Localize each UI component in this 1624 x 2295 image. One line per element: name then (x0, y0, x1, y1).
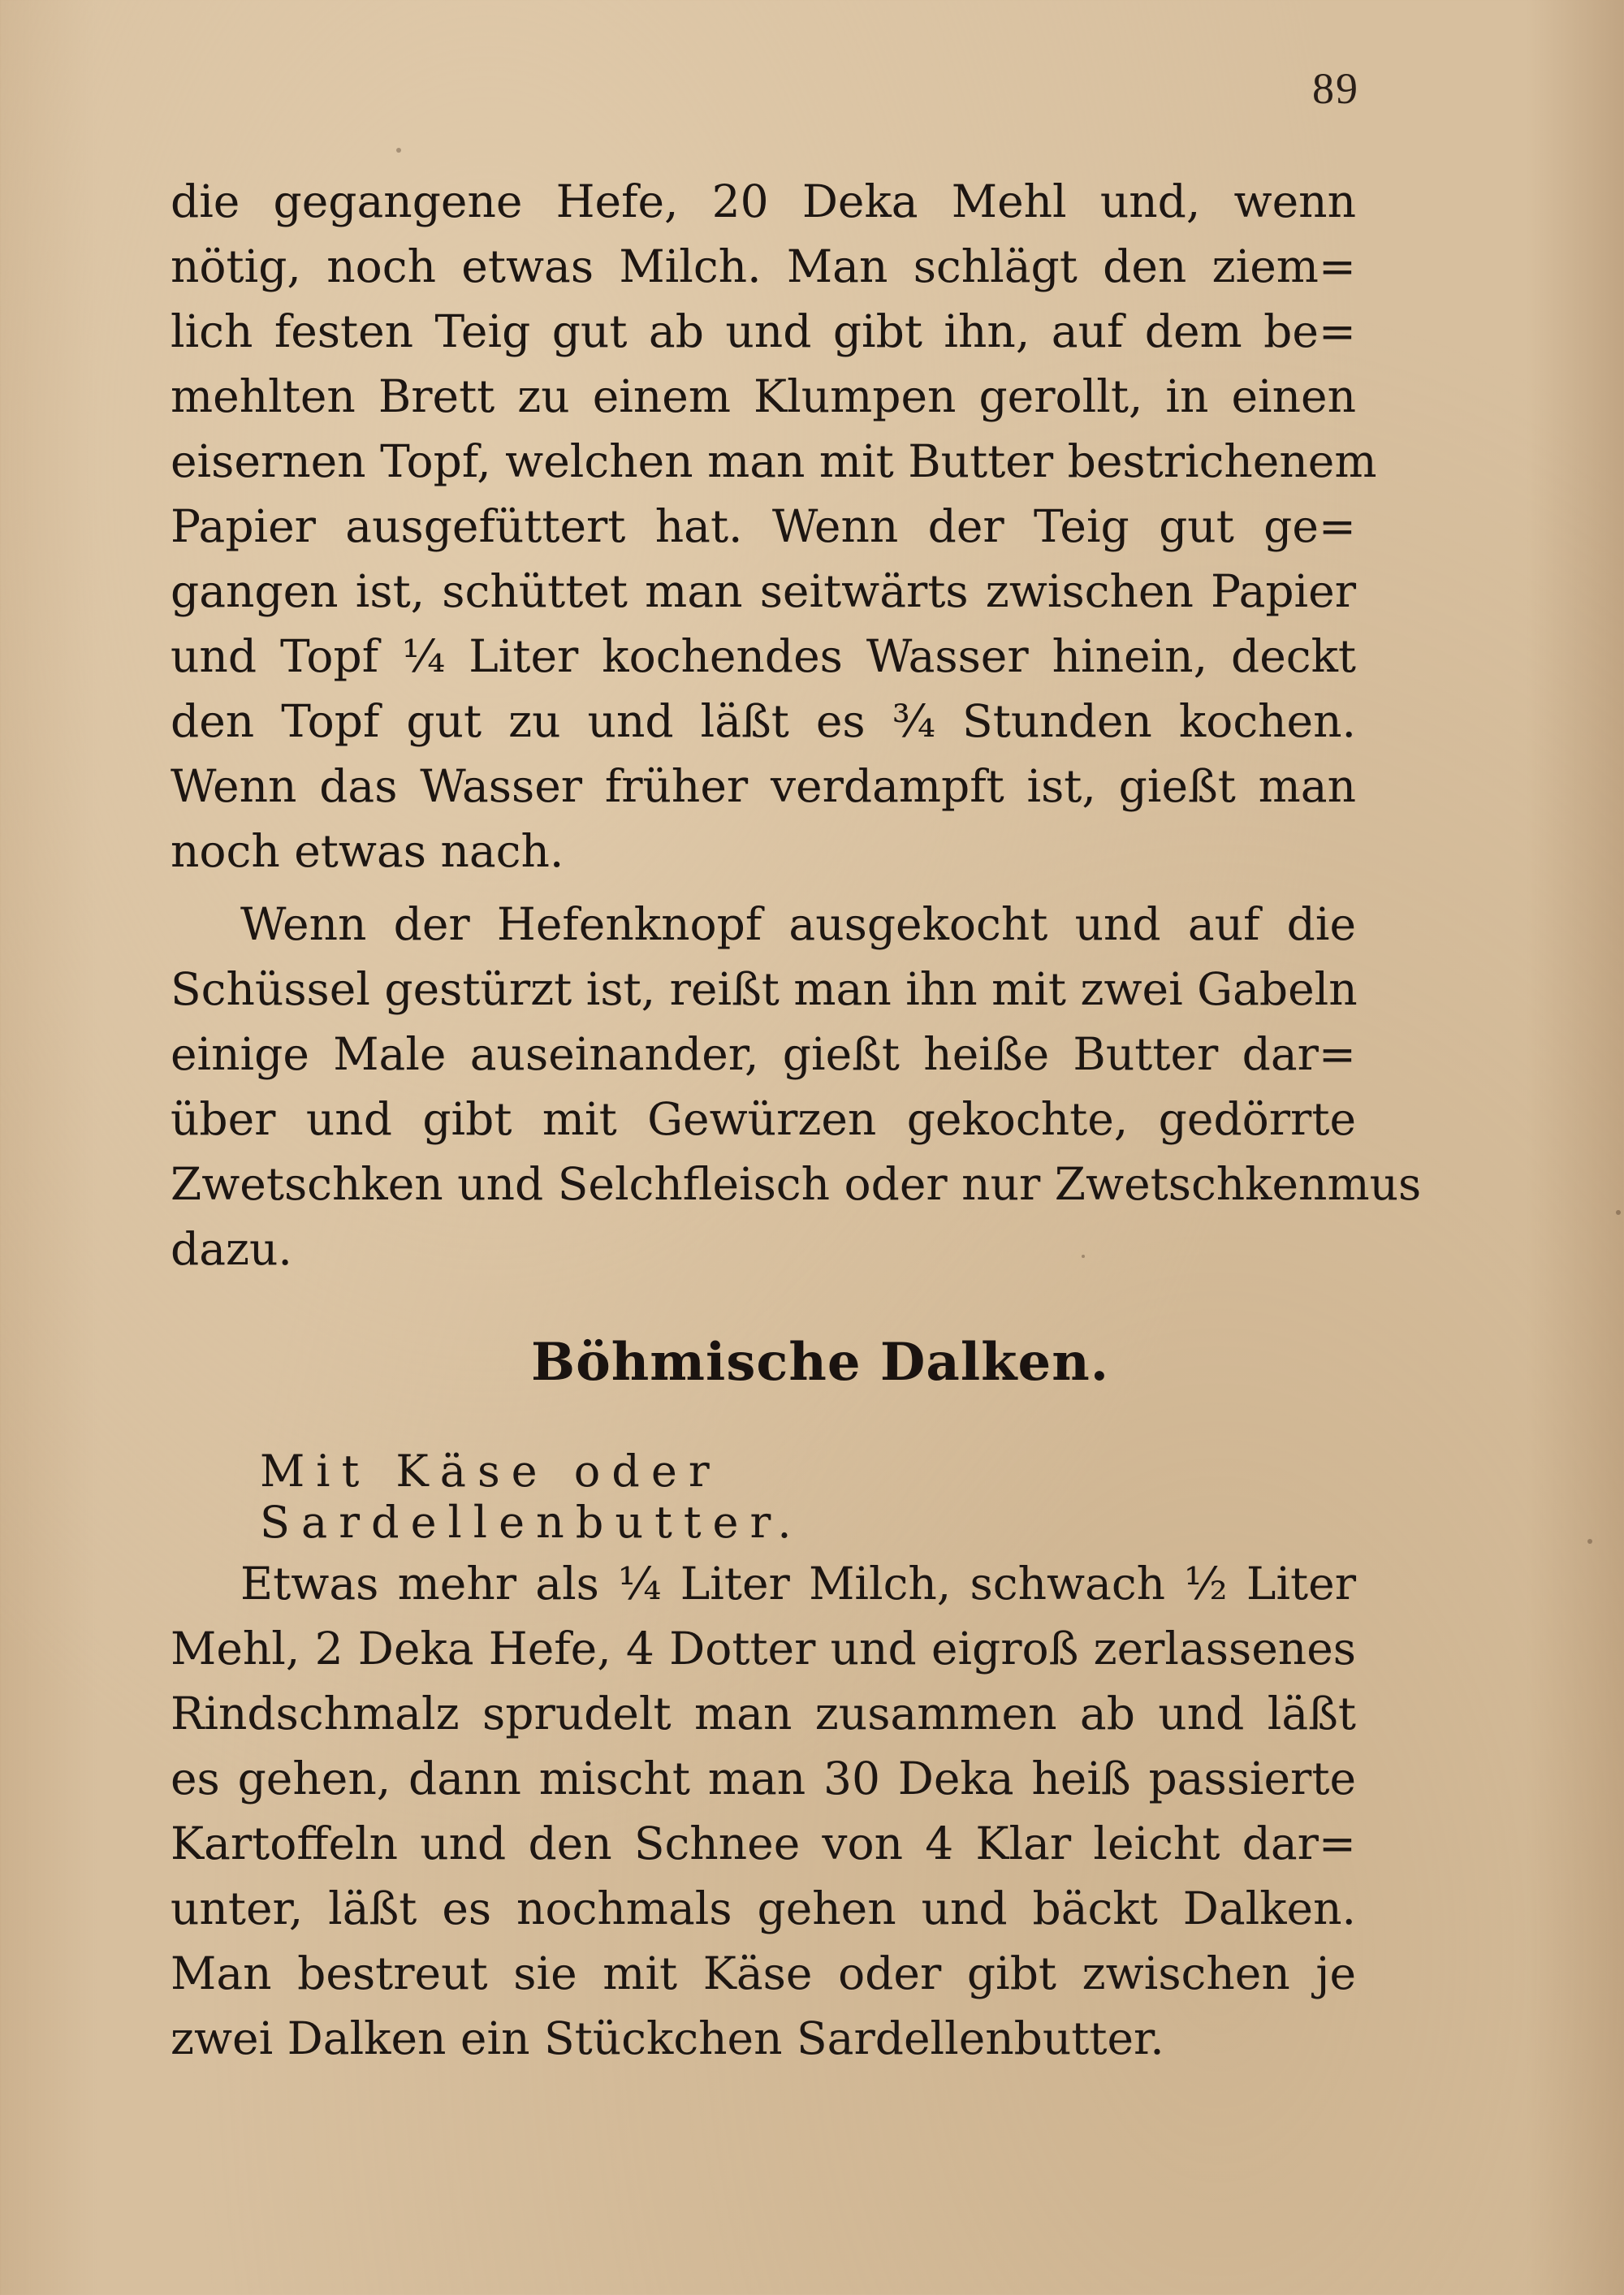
text-line: die gegangene Hefe, 20 Deka Mehl und, wenn (171, 175, 1356, 227)
text-line: es gehen, dann mischt man 30 Deka heiß passierte (171, 1753, 1356, 1804)
text-line: Kartoffeln und den Schnee von 4 Klar leicht dar= (171, 1817, 1356, 1869)
text-line: Mehl, 2 Deka Hefe, 4 Dotter und eigroß zerlassenes (171, 1623, 1356, 1675)
text-line: dazu. (171, 1223, 292, 1275)
paper-speck (1587, 1539, 1592, 1544)
text-line: Papier ausgefüttert hat. Wenn der Teig gut ge= (171, 500, 1356, 552)
text-line: Rindschmalz sprudelt man zusammen ab und läßt (171, 1688, 1356, 1740)
text-line: eisernen Topf, welchen man mit Butter bestrichenem (171, 435, 1377, 487)
paper-speck (1082, 1255, 1085, 1258)
text-line: mehlten Brett zu einem Klumpen gerollt, in einen (171, 370, 1356, 422)
recipe-title: Böhmische Dalken. (530, 1332, 1110, 1393)
paper-speck (396, 148, 401, 153)
text-line: über und gibt mit Gewürzen gekochte, gedörrte (171, 1093, 1356, 1145)
text-line: Wenn das Wasser früher verdampft ist, gießt man (171, 760, 1356, 812)
text-line: Schüssel gestürzt ist, reißt man ihn mit zwei Gabeln (171, 963, 1358, 1015)
recipe-paragraph-hefenknopf (171, 169, 1377, 884)
text-line: Wenn der Hefenknopf ausgekocht und auf die (240, 898, 1356, 950)
recipe-paragraph-serving (171, 892, 1422, 1281)
paper-speck (1616, 1210, 1621, 1215)
text-line: zwei Dalken ein Stückchen Sardellenbutter. (171, 2012, 1164, 2064)
text-line: einige Male auseinander, gießt heiße Butter dar= (171, 1028, 1356, 1080)
recipe-paragraph-dalken (171, 1551, 1356, 2071)
text-line: Zwetschken und Selchfleisch oder nur Zwetschkenmus (171, 1158, 1422, 1210)
text-line: gangen ist, schüttet man seitwärts zwischen Papier (171, 565, 1356, 617)
recipe-subtitle: Mit Käse oder Sardellenbutter. (260, 1446, 803, 1548)
text-line: nötig, noch etwas Milch. Man schlägt den ziem= (171, 240, 1356, 292)
page-number: 89 (1312, 64, 1359, 113)
text-line: und Topf ¼ Liter kochendes Wasser hinein, deckt (171, 630, 1356, 682)
text-line: Man bestreut sie mit Käse oder gibt zwischen je (171, 1947, 1356, 1999)
text-line: noch etwas nach. (171, 825, 564, 877)
text-line: Etwas mehr als ¼ Liter Milch, schwach ½ Liter (240, 1558, 1356, 1610)
text-line: den Topf gut zu und läßt es ¾ Stunden kochen. (171, 695, 1356, 747)
text-line: lich festen Teig gut ab und gibt ihn, auf dem be= (171, 305, 1356, 357)
text-line: unter, läßt es nochmals gehen und bäckt Dalken. (171, 1882, 1356, 1934)
